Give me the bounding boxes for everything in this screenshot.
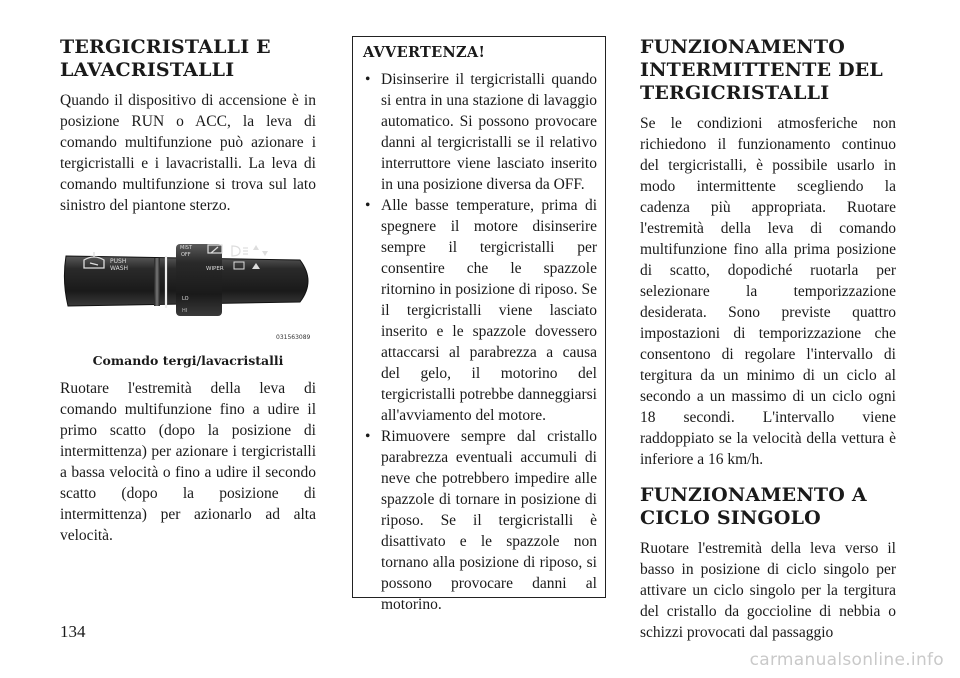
wiper-lever-image <box>60 236 316 346</box>
lever-label-mist: MIST <box>180 245 193 251</box>
section-title-intermittent: FUNZIONAMENTO INTERMITTENTE DEL TERGICRISTALLI <box>640 36 883 104</box>
rotary-ring <box>154 258 160 306</box>
lever-label-lo: LO <box>182 296 189 302</box>
intermittent-paragraph: Se le condizioni atmosferiche non richiedono il funzionamento continuo del tergicristalli, è possibile usarlo in modo intermittente scegliendo la cadenza più appropriata. Ruotare l'estremità della leva di comando multifunzione fino alla prima posizione di scatto, dopodiché ruotarla per selezionare la temporizzazione desiderata. Sono previste quattro impostazioni di temporizzazione che consentono di regolare l'intervallo di tergitura da un minimo di un ciclo al secondo a un massimo di un ciclo ogni 18 secondi. L'intervallo viene raddoppiato se la velocità della vettura è inferiore a 16 km/h. <box>640 115 896 468</box>
warning-title: AVVERTENZA! <box>363 44 486 61</box>
left-column <box>60 36 316 546</box>
warning-item: • Alle basse temperature, prima di spegnere il motore disinserire sempre il tergicristalli per consentire che le spazzole ritornino in posizione di riposo. Se il tergicristalli viene lasciato inserito e le spazzole dovessero attaccarsi al parabrezza a causa del gelo, il motorino del tergicristalli potrebbe danneggiarsi all'avviamento del motore. <box>363 195 597 426</box>
lever-label-wiper: WIPER <box>206 266 224 272</box>
lever-label-off: OFF <box>181 252 191 258</box>
lever-label-hi: HI <box>182 308 188 314</box>
lever-label-push: PUSH <box>110 258 127 265</box>
page-number: 134 <box>60 622 86 641</box>
single-cycle-paragraph: Ruotare l'estremità della leva verso il basso in posizione di ciclo singolo per attivare un ciclo singolo per la tergitura del cristallo da goccioline di nebbia o schizzi provocati dal passaggio <box>640 540 896 641</box>
lever-label-wash: WASH <box>110 265 129 272</box>
wiper-lever-figure <box>60 236 316 346</box>
section-title-wipers: TERGICRISTALLI E LAVACRISTALLI <box>60 36 271 81</box>
figure-code: 031563089 <box>276 334 311 341</box>
figure-caption: Comando tergi/lavacristalli <box>92 353 284 368</box>
warning-box <box>352 36 606 613</box>
section-title-single-cycle: FUNZIONAMENTO A CICLO SINGOLO <box>640 484 867 529</box>
headlight-icon <box>232 246 248 256</box>
intro-paragraph: Quando il dispositivo di accensione è in posizione RUN o ACC, la leva di comando multifunzione può azionare i tergicristalli e i lavacristalli. La leva di comando multifunzione si trova sul lato sinistro del piantone sterzo. <box>60 92 316 214</box>
arrow-updown-icon <box>253 245 268 256</box>
warning-list <box>363 69 597 615</box>
warning-item: • Disinserire il tergicristalli quando si entra in una stazione di lavaggio automatico. Si possono provocare danni al tergicristalli se il relativo interruttore viene lasciato inserito in una posizione diversa da OFF. <box>363 69 597 195</box>
watermark: carmanualsonline.info <box>749 650 944 670</box>
right-column <box>640 36 896 643</box>
body-paragraph: Ruotare l'estremità della leva di comando multifunzione fino a udire il primo scatto (dopo la posizione di intermittenza) per azionare i tergicristalli a bassa velocità o fino a udire il secondo scatto (dopo la posizione di intermittenza) per azionarlo ad alta velocità. <box>60 380 316 544</box>
warning-item: • Rimuovere sempre dal cristallo parabrezza eventuali accumuli di neve che potrebbero impedire alle spazzole di tornare in posizione di riposo. Se il tergicristalli è disattivato e le spazzole non tornano alla posizione di riposo, si possono provocare danni al motorino. <box>363 426 597 615</box>
